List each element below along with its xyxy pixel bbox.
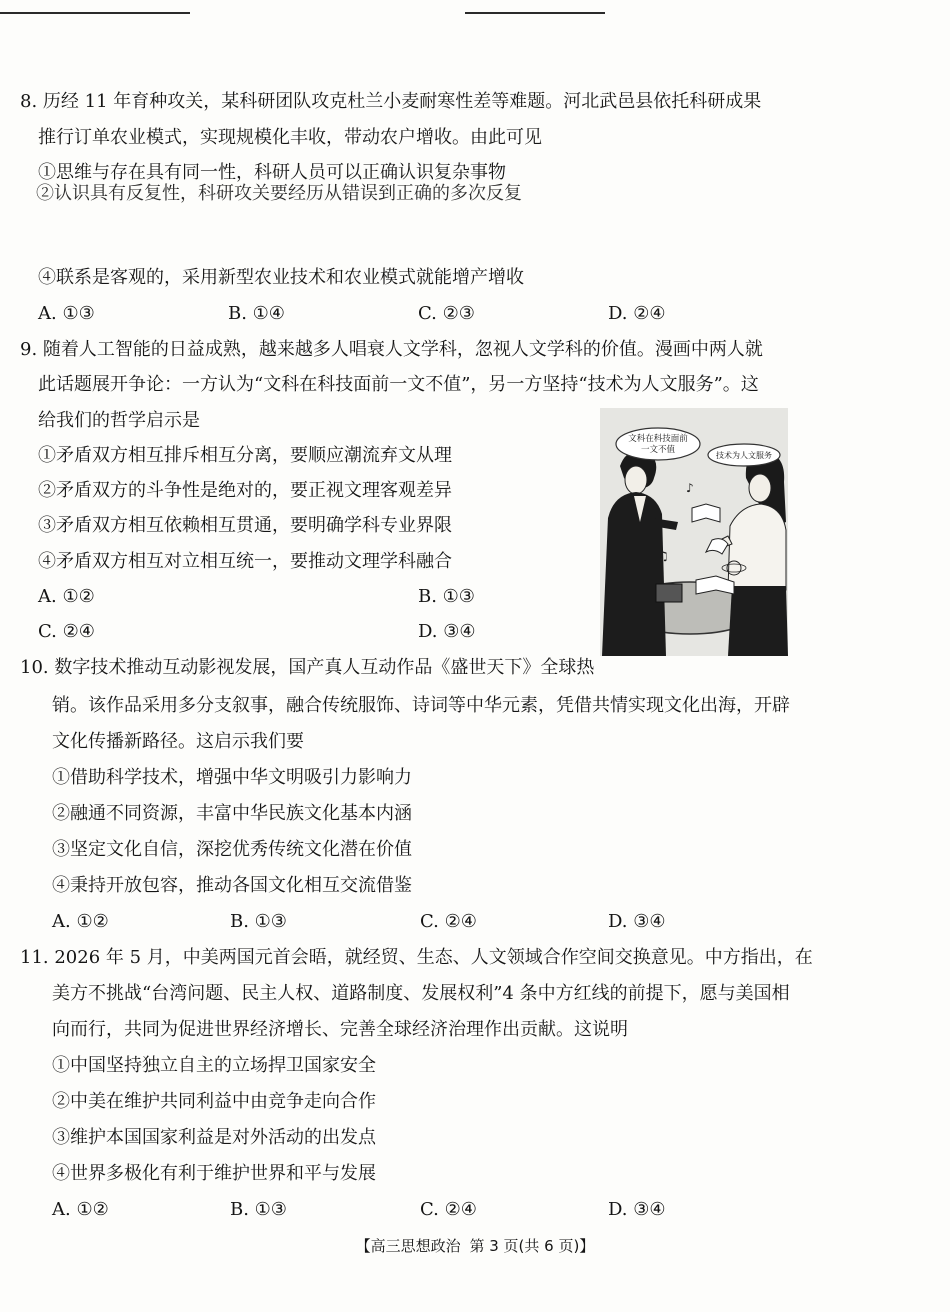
q10-choice-b: B. ①③ (230, 911, 287, 932)
q8-option-2-cropped (36, 183, 596, 206)
q10-choice-a: A. ①② (52, 911, 109, 932)
q10-choice-c: C. ②④ (420, 911, 477, 932)
q11-option-1: ①中国坚持独立自主的立场捍卫国家安全 (52, 1055, 376, 1076)
q8-option-4: ④联系是客观的，采用新型农业技术和农业模式就能增产增收 (38, 267, 524, 288)
q11-stem-line-2: 美方不挑战“台湾问题、民主人权、道路制度、发展权利”4 条中方红线的前提下，愿与美国相 (52, 983, 790, 1004)
q8-choice-b: B. ①④ (228, 303, 285, 324)
q10-option-1: ①借助科学技术，增强中华文明吸引力影响力 (52, 767, 412, 788)
q9-option-3: ③矛盾双方相互依赖相互贯通，要明确学科专业界限 (38, 515, 452, 536)
q11-choice-d: D. ③④ (608, 1199, 666, 1220)
q10-stem-line-1: 10. 数字技术推动互动影视发展，国产真人互动作品《盛世天下》全球热 (20, 657, 595, 678)
q11-stem-line-3: 向而行，共同为促进世界经济增长、完善全球经济治理作出贡献。这说明 (52, 1019, 628, 1040)
q11-stem-line-1: 11. 2026 年 5 月，中美两国元首会晤，就经贸、生态、人文领域合作空间交换意见。中方指出，在 (20, 947, 813, 968)
q8-option-1: ①思维与存在具有同一性，科研人员可以正确认识复杂事物 (38, 162, 506, 183)
q9-choice-a: A. ①② (38, 586, 95, 607)
bubble-right-text: 技术为人文服务 (716, 451, 772, 460)
q9-option-1: ①矛盾双方相互排斥相互分离，要顺应潮流弃文从理 (38, 445, 452, 466)
q10-option-3: ③坚定文化自信，深挖优秀传统文化潜在价值 (52, 839, 412, 860)
q11-choice-b: B. ①③ (230, 1199, 287, 1220)
q10-choice-d: D. ③④ (608, 911, 666, 932)
q11-choice-c: C. ②④ (420, 1199, 477, 1220)
q8-choice-d: D. ②④ (608, 303, 666, 324)
q9-stem-line-3: 给我们的哲学启示是 (38, 410, 200, 431)
music-note-icon: ♫ (658, 549, 669, 563)
q8-stem-line-1: 8. 历经 11 年育种攻关，某科研团队攻克杜兰小麦耐寒性差等难题。河北武邑县依托科研成果 (20, 91, 762, 112)
scan-artifact-line (465, 12, 605, 14)
q9-cartoon (600, 408, 788, 656)
q9-option-2: ②矛盾双方的斗争性是绝对的，要正视文理客观差异 (38, 480, 452, 501)
q10-stem-line-2: 销。该作品采用多分支叙事，融合传统服饰、诗词等中华元素，凭借共情实现文化出海，开辟 (52, 695, 790, 716)
footer-page-number: 第 3 页(共 6 页)】 (469, 1237, 595, 1255)
music-note-icon: ♪ (686, 481, 694, 495)
q11-choice-a: A. ①② (52, 1199, 109, 1220)
q9-stem-line-2: 此话题展开争论：一方认为“文科在科技面前一文不值”，另一方坚持“技术为人文服务”。这 (38, 374, 759, 395)
cartoon-illustration (600, 408, 788, 656)
q11-option-3: ③维护本国国家利益是对外活动的出发点 (52, 1127, 376, 1148)
speech-bubble-left (616, 428, 700, 460)
q10-option-4: ④秉持开放包容，推动各国文化相互交流借鉴 (52, 875, 412, 896)
q9-choice-b: B. ①③ (418, 586, 475, 607)
q9-choice-c: C. ②④ (38, 621, 95, 642)
q11-option-4: ④世界多极化有利于维护世界和平与发展 (52, 1163, 376, 1184)
footer-subject: 【高三思想政治 (355, 1237, 461, 1255)
chip-icon (656, 584, 682, 602)
page-footer (0, 1236, 950, 1256)
q8-option-2-text: ②认识具有反复性，科研攻关要经历从错误到正确的多次反复 (36, 183, 522, 204)
q11-option-2: ②中美在维护共同利益中由竞争走向合作 (52, 1091, 376, 1112)
q8-stem-line-2: 推行订单农业模式，实现规模化丰收，带动农户增收。由此可见 (38, 127, 542, 148)
q10-stem-line-3: 文化传播新路径。这启示我们要 (52, 731, 304, 752)
q9-choice-d: D. ③④ (418, 621, 476, 642)
q8-choice-a: A. ①③ (38, 303, 95, 324)
scan-artifact-line (0, 12, 190, 14)
q10-option-2: ②融通不同资源，丰富中华民族文化基本内涵 (52, 803, 412, 824)
q9-option-4: ④矛盾双方相互对立相互统一，要推动文理学科融合 (38, 551, 452, 572)
q9-stem-line-1: 9. 随着人工智能的日益成熟，越来越多人唱衰人文学科，忽视人文学科的价值。漫画中两人就 (20, 339, 763, 360)
bubble-left-line-1: 文科在科技面前 (628, 434, 688, 444)
bubble-left-line-2: 一文不值 (640, 445, 676, 455)
q8-choice-c: C. ②③ (418, 303, 475, 324)
